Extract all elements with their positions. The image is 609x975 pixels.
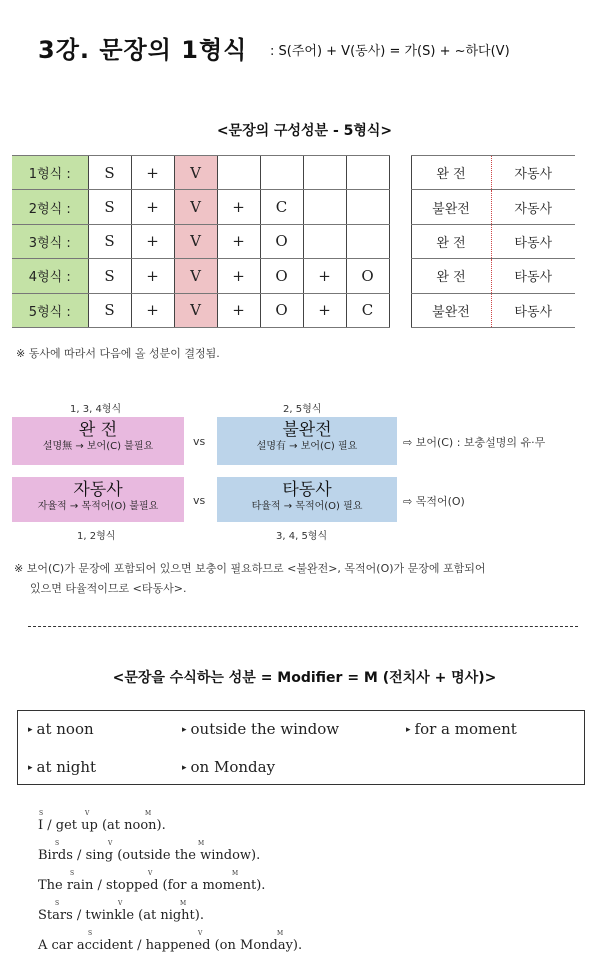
triangle-bullet-icon: ▸ bbox=[406, 725, 411, 735]
modifier-marker: M bbox=[232, 870, 239, 877]
verb-marker: V bbox=[148, 870, 153, 877]
completeness-cell: 불완전 bbox=[411, 190, 491, 224]
form-label: 4형식 : bbox=[12, 259, 88, 293]
verb-type-cell: 타동사 bbox=[491, 259, 575, 293]
form-row bbox=[12, 293, 575, 327]
form-row bbox=[12, 259, 575, 293]
label-incomplete-forms: 2, 5형식 bbox=[283, 404, 322, 415]
form-label: 5형식 : bbox=[12, 293, 88, 327]
form-cell: + bbox=[131, 224, 174, 258]
triangle-bullet-icon: ▸ bbox=[28, 725, 33, 735]
form-cell: + bbox=[217, 293, 260, 327]
verb-type-cell: 자동사 bbox=[491, 156, 575, 190]
form-cell bbox=[303, 224, 346, 258]
complete-desc: 설명無 → 보어(C) 불필요 bbox=[42, 441, 154, 452]
complete-box bbox=[12, 417, 184, 465]
form-cell: S bbox=[88, 190, 131, 224]
divider bbox=[28, 626, 578, 627]
form-cell: S bbox=[88, 293, 131, 327]
label-complete-forms: 1, 3, 4형식 bbox=[70, 404, 122, 415]
column-gap bbox=[389, 259, 411, 293]
form-cell: V bbox=[174, 156, 217, 190]
verb-type-cell: 자동사 bbox=[491, 190, 575, 224]
verb-type-cell: 타동사 bbox=[491, 293, 575, 327]
column-gap bbox=[389, 156, 411, 190]
verb-marker: V bbox=[118, 900, 123, 907]
form-row bbox=[12, 224, 575, 258]
table-note: ※ 동사에 따라서 다음에 올 성분이 결정됨. bbox=[16, 347, 220, 360]
page-title: 3강. 문장의 1형식 bbox=[38, 36, 248, 64]
form-cell: V bbox=[174, 224, 217, 258]
form-cell: C bbox=[346, 293, 389, 327]
object-note: ⇨ 목적어(O) bbox=[403, 495, 465, 508]
form-cell: + bbox=[131, 259, 174, 293]
form-cell: + bbox=[131, 293, 174, 327]
form-cell: O bbox=[260, 259, 303, 293]
form-cell: V bbox=[174, 259, 217, 293]
form-cell: V bbox=[174, 293, 217, 327]
verb-marker: V bbox=[85, 810, 90, 817]
triangle-bullet-icon: ▸ bbox=[182, 763, 187, 773]
verb-marker: V bbox=[198, 930, 203, 937]
vs-label: vs bbox=[193, 435, 206, 448]
complete-title: 완 전 bbox=[78, 420, 118, 440]
transitive-desc: 타율적 → 목적어(O) 필요 bbox=[251, 501, 363, 512]
complement-note: ⇨ 보어(C) : 보충설명의 유·무 bbox=[403, 436, 546, 449]
form-cell bbox=[217, 156, 260, 190]
form-cell bbox=[303, 190, 346, 224]
form-cell bbox=[346, 224, 389, 258]
vs-label: vs bbox=[193, 494, 206, 507]
modifier-marker: M bbox=[198, 840, 205, 847]
form-row bbox=[12, 190, 575, 224]
form-cell: + bbox=[217, 259, 260, 293]
form-cell: S bbox=[88, 259, 131, 293]
form-row bbox=[12, 156, 575, 190]
form-cell: + bbox=[303, 293, 346, 327]
sentence-forms-table bbox=[12, 155, 575, 328]
form-cell: V bbox=[174, 190, 217, 224]
subject-marker: S bbox=[55, 900, 60, 907]
example-sentence: Stars / twinkle (at night). bbox=[38, 908, 204, 923]
explanation-note-line2: 있으면 타율적이므로 <타동사>. bbox=[30, 582, 187, 595]
form-cell bbox=[260, 156, 303, 190]
form-label: 2형식 : bbox=[12, 190, 88, 224]
form-cell: C bbox=[260, 190, 303, 224]
intransitive-box bbox=[12, 477, 184, 522]
example-sentence: I / get up (at noon). bbox=[38, 818, 166, 833]
subject-marker: S bbox=[88, 930, 93, 937]
modifier-item: ▸ on Monday bbox=[182, 758, 276, 776]
form-label: 1형식 : bbox=[12, 156, 88, 190]
modifier-item: ▸ at night bbox=[28, 758, 97, 776]
intransitive-title: 자동사 bbox=[73, 480, 123, 500]
transitive-title: 타동사 bbox=[282, 480, 332, 500]
explanation-note-line1: ※ 보어(C)가 문장에 포함되어 있으면 보충이 필요하므로 <불완전>, 목적어(O)가 문장에 포함되어 bbox=[14, 562, 486, 575]
incomplete-title: 불완전 bbox=[282, 420, 332, 440]
form-cell: O bbox=[260, 224, 303, 258]
form-cell: S bbox=[88, 156, 131, 190]
form-cell: + bbox=[217, 190, 260, 224]
modifier-marker: M bbox=[180, 900, 187, 907]
section-heading-five-forms: <문장의 구성성분 - 5형식> bbox=[216, 123, 393, 139]
completeness-cell: 완 전 bbox=[411, 259, 491, 293]
form-cell: O bbox=[346, 259, 389, 293]
example-sentence: The rain / stopped (for a moment). bbox=[38, 878, 266, 893]
section-heading-modifier: <문장을 수식하는 성분 = Modifier = M (전치사 + 명사)> bbox=[112, 670, 497, 686]
modifier-marker: M bbox=[277, 930, 284, 937]
modifier-item: ▸ outside the window bbox=[182, 720, 340, 738]
modifier-item: ▸ at noon bbox=[28, 720, 94, 738]
completeness-cell: 완 전 bbox=[411, 224, 491, 258]
form-cell: + bbox=[131, 190, 174, 224]
verb-marker: V bbox=[108, 840, 113, 847]
form-cell: + bbox=[217, 224, 260, 258]
incomplete-desc: 설명有 → 보어(C) 필요 bbox=[256, 441, 358, 452]
form-label: 3형식 : bbox=[12, 224, 88, 258]
transitive-box bbox=[217, 477, 397, 522]
triangle-bullet-icon: ▸ bbox=[182, 725, 187, 735]
completeness-cell: 불완전 bbox=[411, 293, 491, 327]
subject-marker: S bbox=[70, 870, 75, 877]
form-cell bbox=[303, 156, 346, 190]
modifier-item: ▸ for a moment bbox=[406, 720, 517, 738]
column-gap bbox=[389, 224, 411, 258]
form-cell: + bbox=[131, 156, 174, 190]
column-gap bbox=[389, 293, 411, 327]
subject-marker: S bbox=[39, 810, 44, 817]
subject-marker: S bbox=[55, 840, 60, 847]
intransitive-desc: 자율적 → 목적어(O) 불필요 bbox=[37, 501, 159, 512]
label-transitive-forms: 3, 4, 5형식 bbox=[276, 531, 328, 542]
completeness-cell: 완 전 bbox=[411, 156, 491, 190]
triangle-bullet-icon: ▸ bbox=[28, 763, 33, 773]
incomplete-box bbox=[217, 417, 397, 465]
verb-type-cell: 타동사 bbox=[491, 224, 575, 258]
column-gap bbox=[389, 190, 411, 224]
label-intransitive-forms: 1, 2형식 bbox=[77, 531, 116, 542]
example-sentence: Birds / sing (outside the window). bbox=[38, 848, 261, 863]
example-sentence: A car accident / happened (on Monday). bbox=[38, 938, 303, 953]
form-cell bbox=[346, 156, 389, 190]
page-subtitle: : S(주어) + V(동사) = 가(S) + ~하다(V) bbox=[270, 44, 510, 59]
form-cell: O bbox=[260, 293, 303, 327]
modifier-marker: M bbox=[145, 810, 152, 817]
form-cell bbox=[346, 190, 389, 224]
form-cell: S bbox=[88, 224, 131, 258]
form-cell: + bbox=[303, 259, 346, 293]
